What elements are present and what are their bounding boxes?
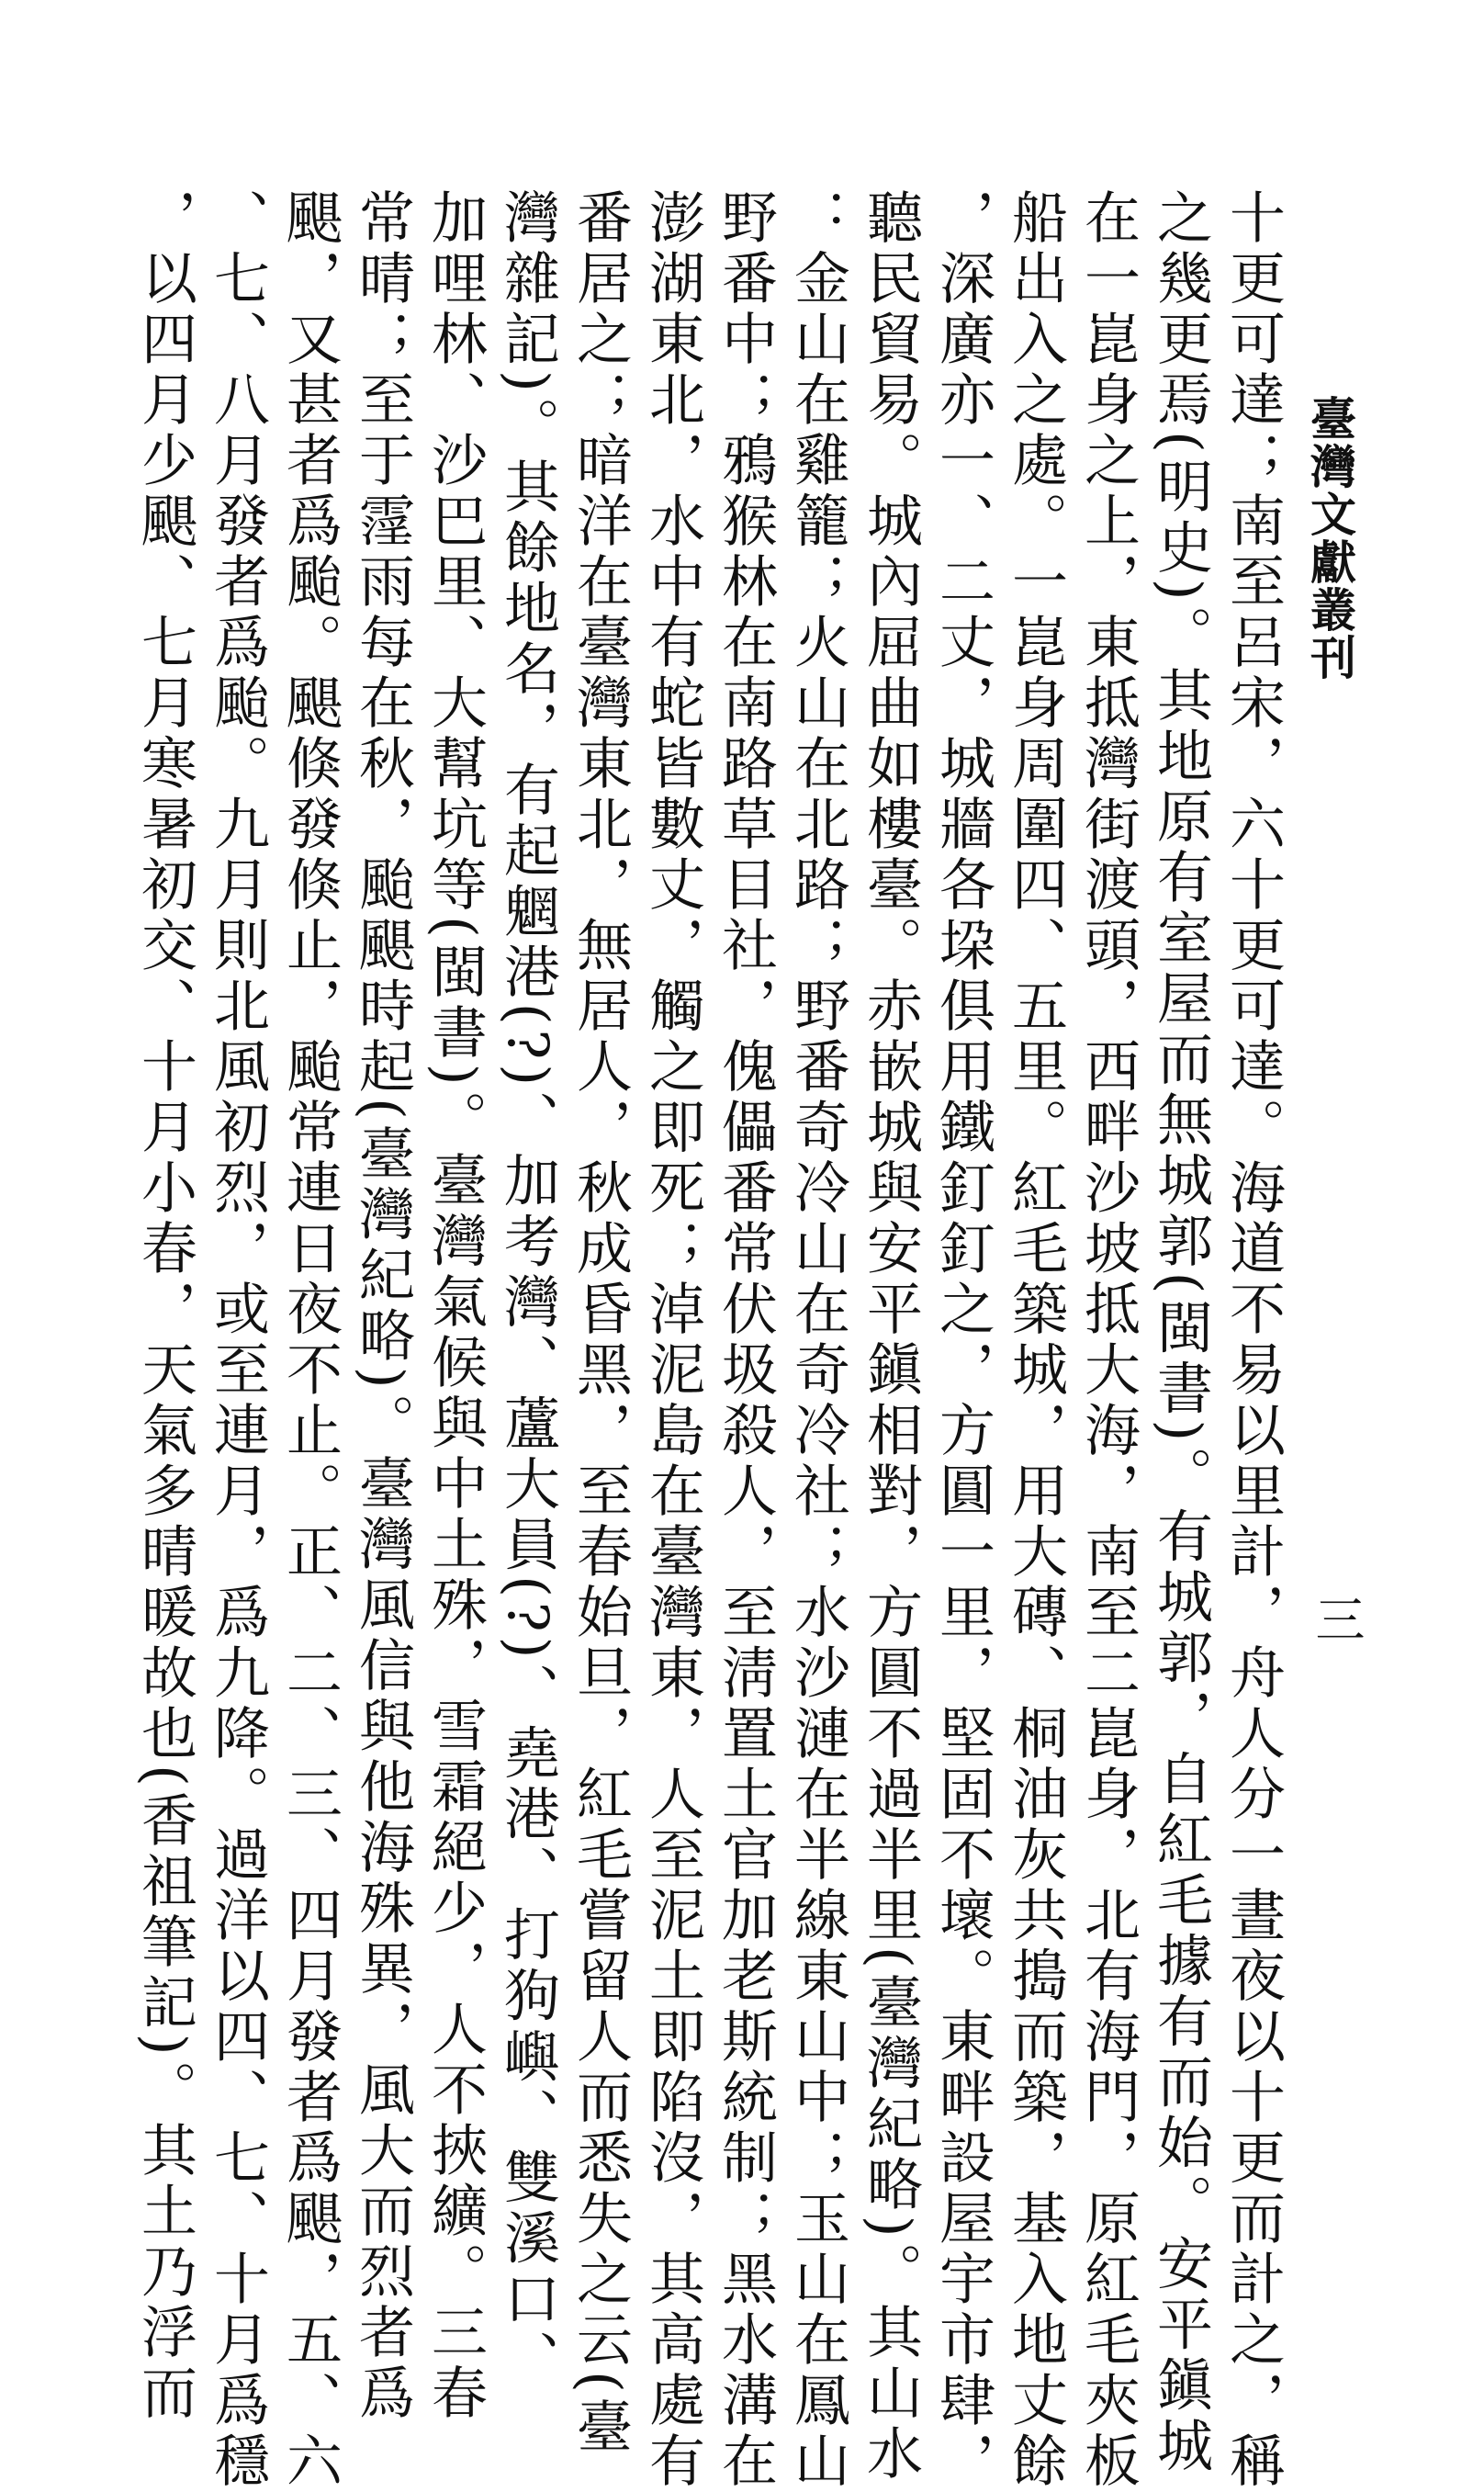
- text-line-1: 十更可達；南至呂宋，六十更可達。海道不易以里計，舟人分一晝夜以十更而計之，稱: [1220, 188, 1286, 2492]
- text-line-7: ：金山在雞籠；火山在北路；野番奇冷山在奇冷社；水沙漣在半線東山中；玉山在鳳山: [785, 188, 850, 2492]
- page-number: 三: [1308, 1594, 1366, 1643]
- text-line-16: ，以四月少颶、七月寒暑初交、十月小春，天氣多晴暖故也(香祖筆記)。其土乃浮而: [132, 188, 197, 2424]
- text-line-4: 船出入之處。一崑身周圍四、五里。紅毛築城，用大磚、桐油灰共搗而築，基入地丈餘: [1003, 188, 1068, 2492]
- text-line-2: 之幾更焉(明史)。其地原有室屋而無城郭(閩書)。有城郭，自紅毛據有而始。安平鎭城: [1148, 188, 1213, 2477]
- running-head: 臺灣文獻叢刊: [1303, 395, 1357, 682]
- text-line-14: 颶，又甚者爲颱。颶倏發倏止，颱常連日夜不止。正、二、三、四月發者爲颶，五、六: [277, 188, 343, 2492]
- text-line-10: 番居之；暗洋在臺灣東北，無居人，秋成昏黑，至春始旦，紅毛嘗留人而悉失之云(臺: [568, 188, 633, 2458]
- text-line-3: 在一崑身之上，東抵灣街渡頭，西畔沙坡抵大海，南至二崑身，北有海門，原紅毛夾板: [1075, 188, 1141, 2492]
- text-line-13: 常晴；至于霪雨每在秋，颱颶時起(臺灣紀略)。臺灣風信與他海殊異，風大而烈者爲: [350, 188, 415, 2424]
- text-line-11: 灣雜記)。其餘地名，有起魍港(?)、加考灣、蘆大員(?)、堯港、打狗嶼、雙溪口、: [495, 188, 560, 2391]
- text-line-5: ，深廣亦一、二丈，城牆各垜俱用鐵釘釘之，方圓一里，堅固不壞。東畔設屋宇市肆，: [930, 188, 995, 2492]
- text-line-6: 聽民貿易。城內屈曲如樓臺。赤嵌城與安平鎭相對，方圓不過半里(臺灣紀略)。其山水: [858, 188, 923, 2485]
- text-line-8: 野番中；鴉猴林在南路草目社，傀儡番常伏圾殺人，至淸置土官加老斯統制；黑水溝在: [713, 188, 778, 2492]
- text-line-15: 、七、八月發者爲颱。九月則北風初烈，或至連月，爲九降。過洋以四、七、十月爲穩: [205, 188, 270, 2492]
- text-line-9: 澎湖東北，水中有蛇皆數丈，觸之即死；淖泥島在臺灣東，人至泥土即陷沒，其高處有: [640, 188, 705, 2492]
- text-line-12: 加哩林、沙巴里、大幫坑等(閩書)。臺灣氣候與中土殊，雪霜絕少，人不挾纊。三春: [422, 188, 488, 2424]
- main-text-block: [129, 188, 1289, 2492]
